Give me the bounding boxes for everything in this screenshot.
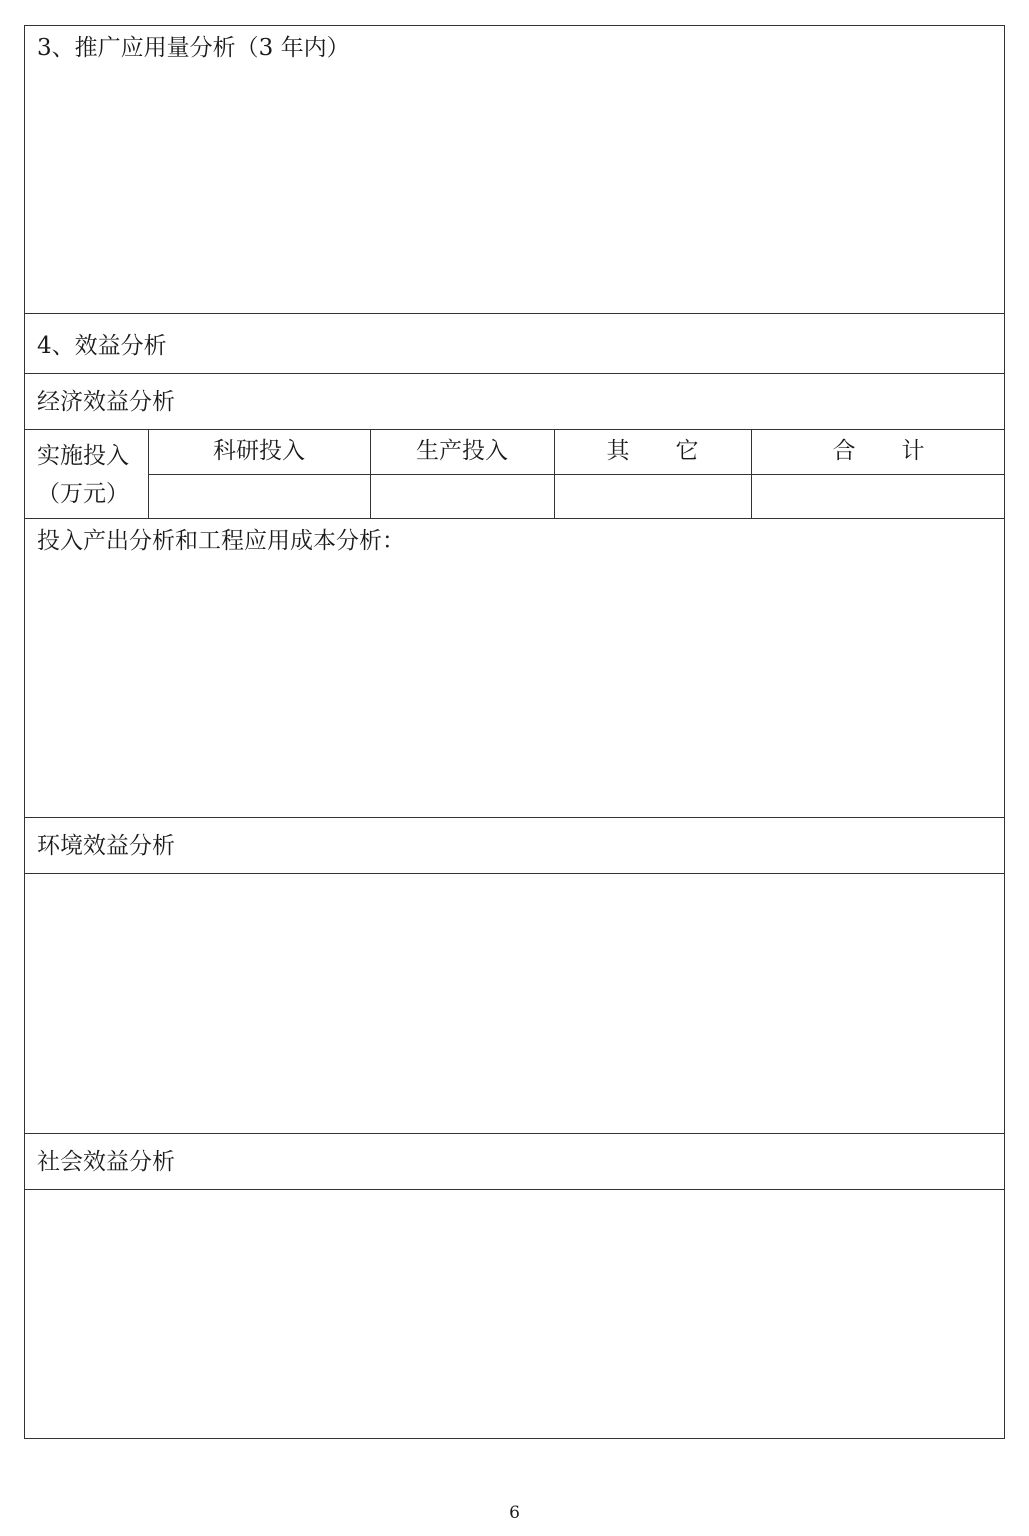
investment-header-total: 合 计 xyxy=(832,438,925,464)
report-form-table xyxy=(24,25,1005,1439)
investment-value-production[interactable] xyxy=(371,475,554,519)
promotion-analysis-content-area[interactable] xyxy=(25,66,1004,313)
environment-benefit-header-row xyxy=(25,818,1004,874)
investment-header-research: 科研投入 xyxy=(213,438,305,464)
investment-header-other: 其 它 xyxy=(606,438,699,464)
promotion-analysis-title: 3、推广应用量分析（3 年内） xyxy=(37,35,350,61)
page-number: 6 xyxy=(509,1503,520,1523)
economic-benefit-header-row xyxy=(25,374,1004,430)
benefit-analysis-title: 4、效益分析 xyxy=(37,333,167,359)
io-cost-analysis-title: 投入产出分析和工程应用成本分析： xyxy=(37,528,405,554)
social-benefit-header-row xyxy=(25,1134,1004,1190)
investment-table-row xyxy=(25,430,1004,519)
investment-row-label-line1: 实施投入 xyxy=(37,443,129,469)
investment-value-other[interactable] xyxy=(555,475,751,519)
promotion-analysis-section xyxy=(25,26,1004,314)
investment-value-total[interactable] xyxy=(752,475,1006,519)
social-benefit-title: 社会效益分析 xyxy=(37,1149,175,1175)
benefit-analysis-header-row xyxy=(25,314,1004,374)
social-benefit-content-area[interactable] xyxy=(25,1190,1004,1437)
environment-benefit-content-area[interactable] xyxy=(25,874,1004,1134)
environment-benefit-title: 环境效益分析 xyxy=(37,833,175,859)
io-cost-analysis-section xyxy=(25,519,1004,818)
investment-value-research[interactable] xyxy=(149,475,370,519)
investment-header-production: 生产投入 xyxy=(416,438,508,464)
economic-benefit-title: 经济效益分析 xyxy=(37,389,175,415)
investment-row-label-line2: （万元） xyxy=(37,481,129,507)
io-cost-analysis-content-area[interactable] xyxy=(25,559,1004,817)
